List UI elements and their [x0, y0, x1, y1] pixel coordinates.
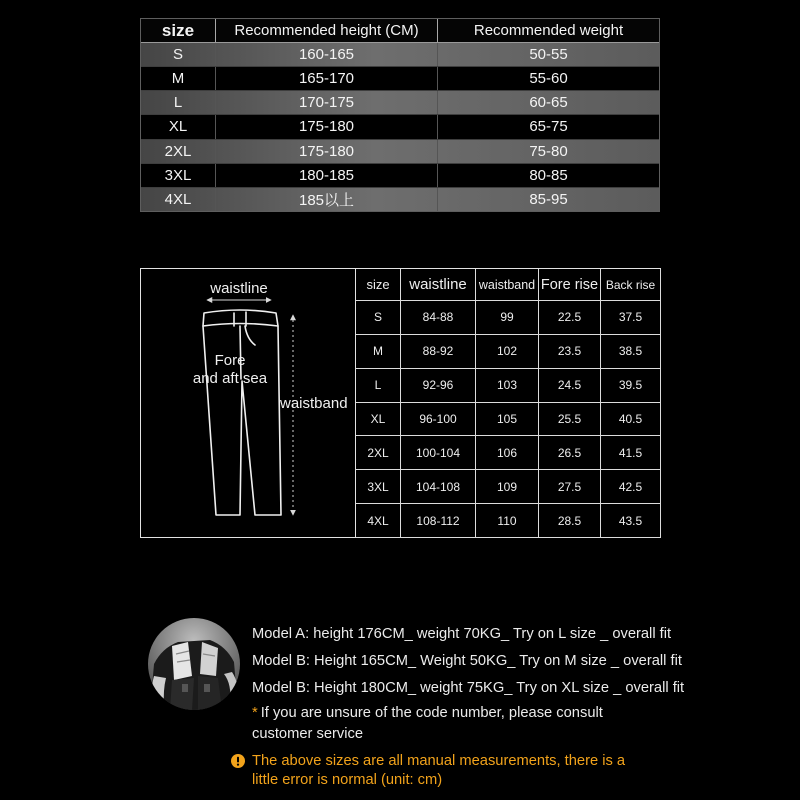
waistband-cell: 102	[476, 335, 539, 369]
height-cell: 175-180	[216, 140, 438, 163]
height-cell: 185以上	[216, 188, 438, 211]
warning-icon	[231, 754, 245, 768]
height-cell: 170-175	[216, 91, 438, 114]
measurement-disclaimer: The above sizes are all manual measurements, there is a little error is normal (unit: cm)	[252, 753, 626, 788]
waistband-cell: 110	[476, 504, 539, 538]
height-cell: 165-170	[216, 67, 438, 90]
fore-rise-cell: 26.5	[539, 436, 601, 470]
note-text: If you are unsure of the code number, please consult customer service	[252, 705, 603, 742]
waistband-cell: 105	[476, 403, 539, 437]
note-bullet: *	[252, 705, 258, 721]
fore-aft-label	[180, 352, 280, 388]
size-cell: 3XL	[356, 470, 401, 504]
size-chart-row	[141, 188, 659, 211]
back-rise-cell: 39.5	[601, 369, 661, 403]
weight-cell: 85-95	[529, 190, 568, 208]
size-column-header: size	[141, 19, 216, 42]
height-cell: 180-185	[216, 164, 438, 187]
model-info-line: Model A: height 176CM_ weight 70KG_ Try on L size _ overall fit	[252, 626, 672, 642]
size-cell: 2XL	[141, 140, 216, 163]
waistline-cell: 104-108	[401, 470, 476, 504]
size-chart-row	[141, 164, 659, 188]
fore-rise-cell: 25.5	[539, 403, 601, 437]
size-cell: L	[141, 91, 216, 114]
waistline-cell: 100-104	[401, 436, 476, 470]
waistline-cell: 84-88	[401, 301, 476, 335]
size-cell: 4XL	[141, 188, 216, 211]
size-cell: L	[356, 369, 401, 403]
waistline-cell: 88-92	[401, 335, 476, 369]
fore-aft-label-line2: and aft sea	[192, 370, 268, 387]
fore-rise-cell: 23.5	[539, 335, 601, 369]
waistband-cell: 103	[476, 369, 539, 403]
waistline-cell: 96-100	[401, 403, 476, 437]
height-cell: 175-180	[216, 115, 438, 138]
model-info-line: Model B: Height 165CM_ Weight 50KG_ Try on M size _ overall fit	[252, 653, 682, 669]
weight-cell: 75-80	[529, 142, 568, 160]
waistband-cell: 99	[476, 301, 539, 335]
pants-outline	[203, 310, 281, 515]
back-rise-cell: 43.5	[601, 504, 661, 538]
size-cell: 3XL	[141, 164, 216, 187]
model-info-line: Model B: Height 180CM_ weight 75KG_ Try on XL size _ overall fit	[252, 680, 685, 696]
weight-cell: 80-85	[529, 166, 568, 184]
weight-cell: 50-55	[529, 46, 568, 64]
back-rise-cell: 38.5	[601, 335, 661, 369]
weight-cell: 65-75	[529, 118, 568, 136]
waistband-cell: 109	[476, 470, 539, 504]
waistband-label: waistband	[280, 395, 348, 412]
fore-rise-cell: 28.5	[539, 504, 601, 538]
back-rise-cell: 41.5	[601, 436, 661, 470]
measurement-table	[355, 268, 661, 538]
waistline-cell: 92-96	[401, 369, 476, 403]
size-cell: M	[141, 67, 216, 90]
waistband-column-header: waistband	[476, 269, 539, 301]
size-column-header: size	[356, 269, 401, 301]
size-cell: S	[356, 301, 401, 335]
model-photo-illustration	[148, 618, 240, 710]
fore-rise-cell: 27.5	[539, 470, 601, 504]
model-photo	[148, 618, 240, 710]
size-recommendation-table	[140, 18, 660, 212]
waistline-label: waistline	[210, 280, 268, 297]
back-rise-column-header: Back rise	[601, 269, 661, 301]
waistline-column-header: waistline	[401, 269, 476, 301]
size-chart-row	[141, 91, 659, 115]
waistline-cell: 108-112	[401, 504, 476, 538]
size-chart-row	[141, 67, 659, 91]
height-column-header: Recommended height (CM)	[216, 19, 438, 42]
back-rise-cell: 37.5	[601, 301, 661, 335]
size-cell: 4XL	[356, 504, 401, 538]
fore-aft-label-line1: Fore	[214, 352, 246, 369]
fore-rise-cell: 24.5	[539, 369, 601, 403]
fore-rise-column-header: Fore rise	[539, 269, 601, 301]
pants-measurement-diagram	[140, 268, 355, 538]
size-chart-header-row	[141, 19, 659, 43]
size-chart-row	[141, 140, 659, 164]
size-chart-row	[141, 43, 659, 67]
size-cell: XL	[356, 403, 401, 437]
fore-rise-cell: 22.5	[539, 301, 601, 335]
waistband-cell: 106	[476, 436, 539, 470]
weight-column-header: Recommended weight	[473, 22, 624, 39]
size-cell: S	[141, 43, 216, 66]
height-cell: 160-165	[216, 43, 438, 66]
weight-cell: 55-60	[529, 70, 568, 88]
size-cell: XL	[141, 115, 216, 138]
size-cell: M	[356, 335, 401, 369]
size-cell: 2XL	[356, 436, 401, 470]
customer-service-note	[252, 703, 632, 745]
weight-cell: 60-65	[529, 94, 568, 112]
size-chart-row	[141, 115, 659, 139]
back-rise-cell: 40.5	[601, 403, 661, 437]
back-rise-cell: 42.5	[601, 470, 661, 504]
